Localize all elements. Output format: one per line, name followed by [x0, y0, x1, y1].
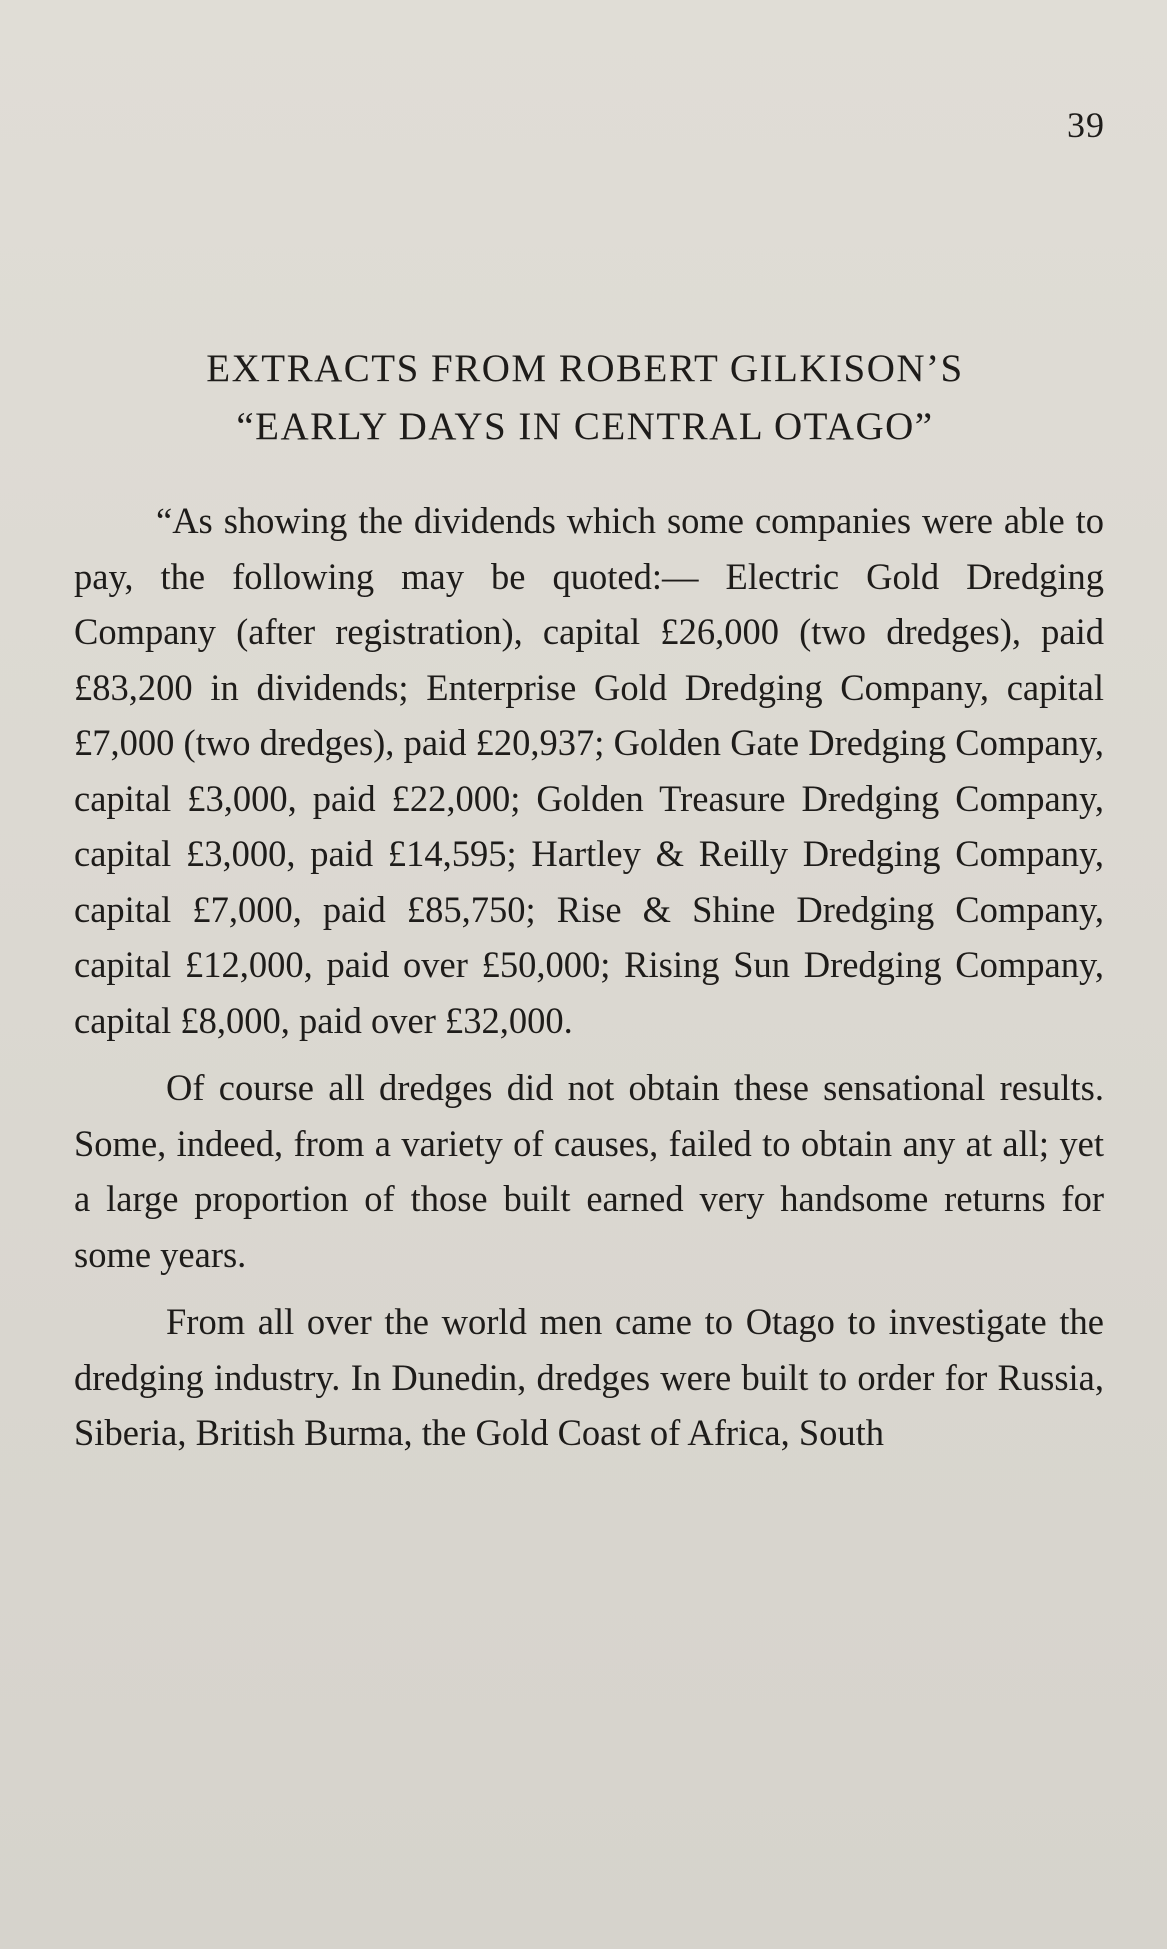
paragraph-world-dredging: From all over the world men came to Otago to investigate the dredging industry. In Dunedin, dredges were built to order for Russia, Siberia, British Burma, the Gold Coast of Africa, South [74, 1301, 1104, 1453]
page-number: 39 [1067, 105, 1105, 145]
chapter-title-line-2: “EARLY DAYS IN CENTRAL OTAGO” [236, 405, 934, 448]
paragraph-dividends-quote: “As showing the dividends which some companies were able to pay, the following may be quoted:— Electric Gold Dredging Company (after registration), capital £26,000 (two dredges), paid £83,200 in dividends; Enterprise Gold Dredging Company, capital £7,000 (two dredges), paid £20,937; Golden Gate Dredging Company, capital £3,000, paid £22,000; Golden Treasure Dredging Company, capital £3,000, paid £14,595; Hartley & Reilly Dredging Company, capital £7,000, paid £85,750; Rise & Shine Dredging Company, capital £12,000, paid over £50,000; Rising Sun Dredging Company, capital £8,000, paid over £32,000. [74, 500, 1104, 1041]
chapter-title [60, 340, 1110, 456]
chapter-title-line-1: EXTRACTS FROM ROBERT GILKISON’S [206, 347, 964, 390]
body-text [74, 493, 1104, 1473]
paragraph-sensational-results: Of course all dredges did not obtain these sensational results. Some, indeed, from a variety of causes, failed to obtain any at all; yet a large proportion of those built earned very handsome returns for some years. [74, 1067, 1104, 1275]
